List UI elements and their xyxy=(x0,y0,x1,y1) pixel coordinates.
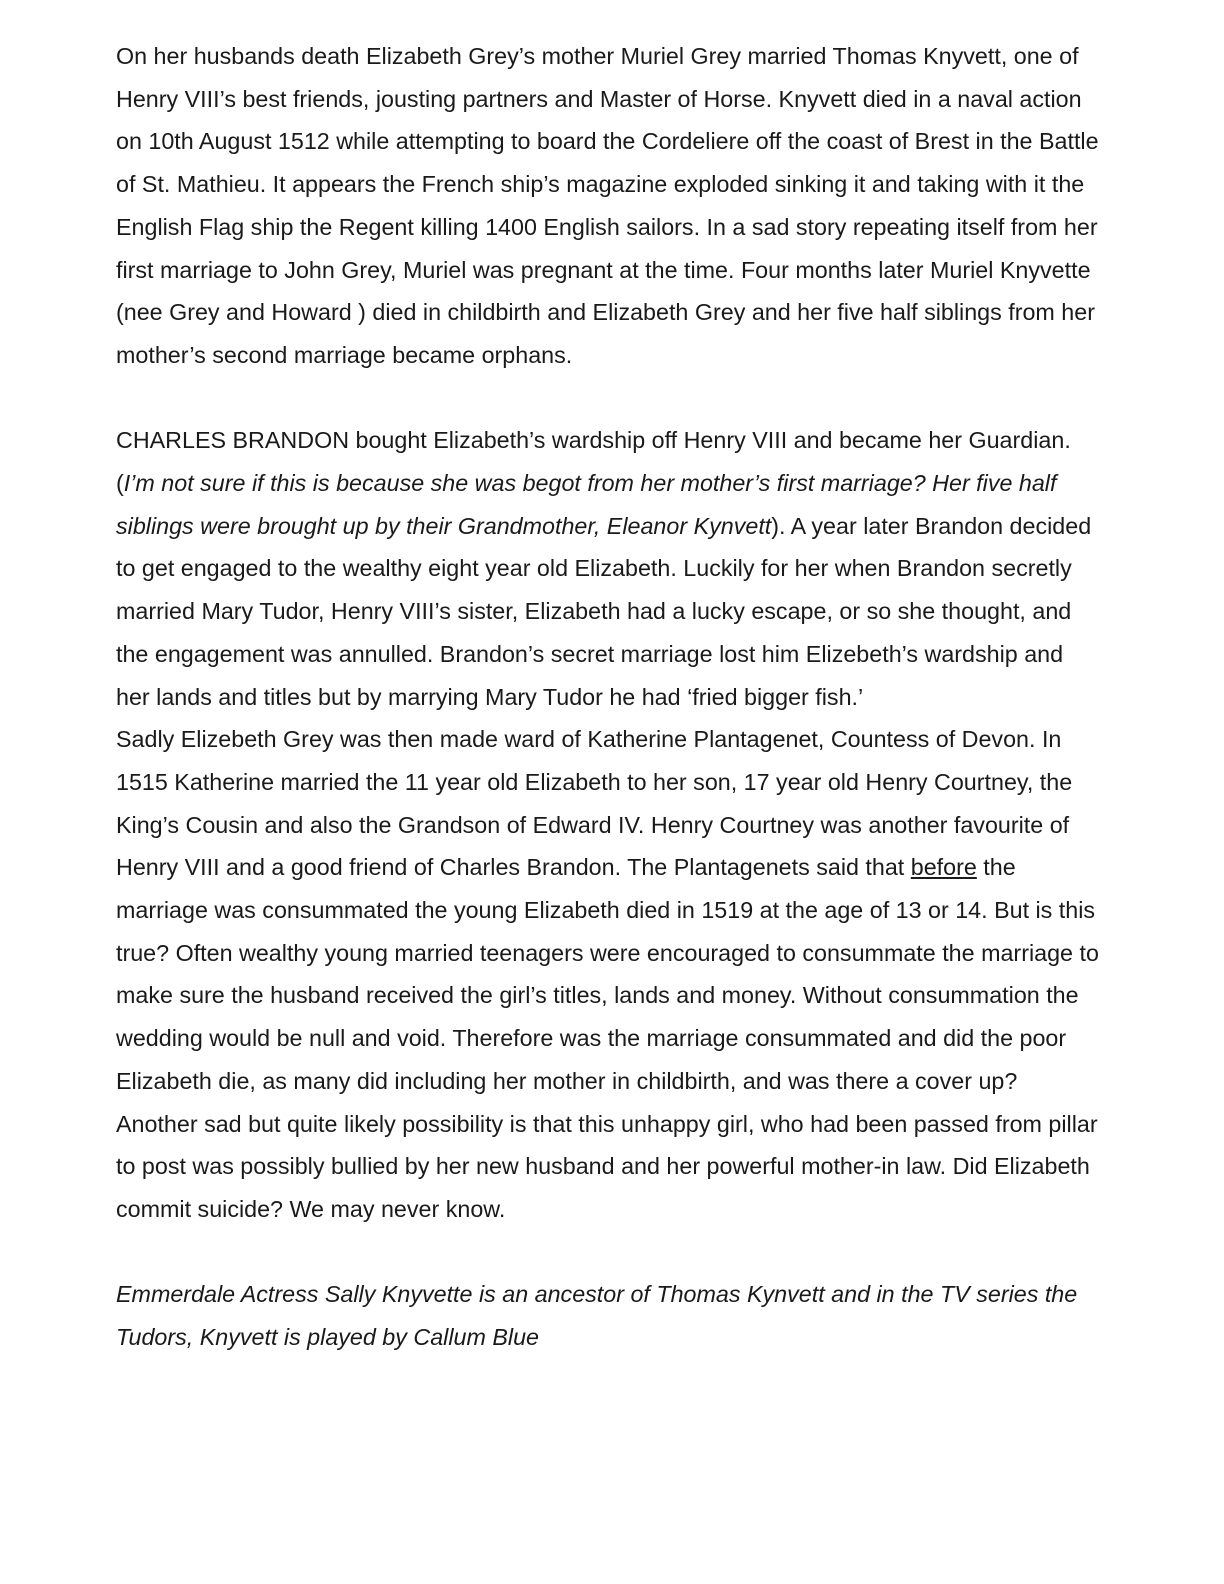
brandon-italic-aside: I’m not sure if this is because she was begot from her mother’s first marriage? Her five half siblings were brought up by their Grandmother, Eleanor Kynvett xyxy=(116,470,1057,539)
paragraph-courtney-marriage xyxy=(116,718,1101,1230)
document-page xyxy=(116,35,1101,1359)
paragraph-knyvett-death: On her husbands death Elizabeth Grey’s mother Muriel Grey married Thomas Knyvett, one of Henry VIII’s best friends, jousting partners and Master of Horse. Knyvett died in a naval action on 10th August 1512 while attempting to board the Cordeliere off the coast of Brest in the Battle of St. Mathieu. It appears the French ship’s magazine exploded sinking it and taking with it the English Flag ship the Regent killing 1400 English sailors. In a sad story repeating itself from her first marriage to John Grey, Muriel was pregnant at the time. Four months later Muriel Knyvette (nee Grey and Howard ) died in childbirth and Elizabeth Grey and her five half siblings from her mother’s second marriage became orphans. xyxy=(116,43,1099,368)
courtney-text-start: Sadly Elizebeth Grey was then made ward of Katherine Plantagenet, Countess of Devon. In 1515 Katherine married the 11 year old Elizabeth to her son, 17 year old Henry Courtney, the King’s Cousin and also the Grandson of Edward IV. Henry Courtney was another favourite of Henry VIII and a good friend of Charles Brandon. The Plantagenets said that xyxy=(116,726,1073,881)
paragraph-spacer xyxy=(116,1231,1101,1274)
courtney-text-end: the marriage was consummated the young Elizabeth died in 1519 at the age of 13 or 14. But is this true? Often wealthy young married teenagers were encouraged to consummate the marriage to make sure the husband received the girl’s titles, lands and money. Without consummation the wedding would be null and void. Therefore was the marriage consummated and did the poor Elizabeth die, as many did including her mother in childbirth, and was there a cover up? Another sad but quite likely possibility is that this unhappy girl, who had been passed from pillar to post was possibly bullied by her new husband and her powerful mother-in law. Did Elizabeth commit suicide? We may never know. xyxy=(116,854,1099,1222)
paragraph-brandon-wardship xyxy=(116,419,1101,718)
brandon-text-end: ). A year later Brandon decided to get engaged to the wealthy eight year old Elizabeth. Luckily for her when Brandon secretly married Mary Tudor, Henry VIII’s sister, Elizabeth had a lucky escape, or so she thought, and the engagement was annulled. Brandon’s secret marriage lost him Elizebeth’s wardship and her lands and titles but by marrying Mary Tudor he had ‘fried bigger fish.’ xyxy=(116,512,1092,710)
paragraph-spacer xyxy=(116,377,1101,420)
paragraph-footnote-emmerdale: Emmerdale Actress Sally Knyvette is an ancestor of Thomas Kynvett and in the TV series the Tudors, Knyvett is played by Callum Blue xyxy=(116,1281,1078,1351)
brandon-text-start: CHARLES BRANDON bought Elizabeth’s wardship off Henry VIII and became her Guardian. ( xyxy=(116,427,1071,497)
underlined-word-before: before xyxy=(910,854,977,881)
